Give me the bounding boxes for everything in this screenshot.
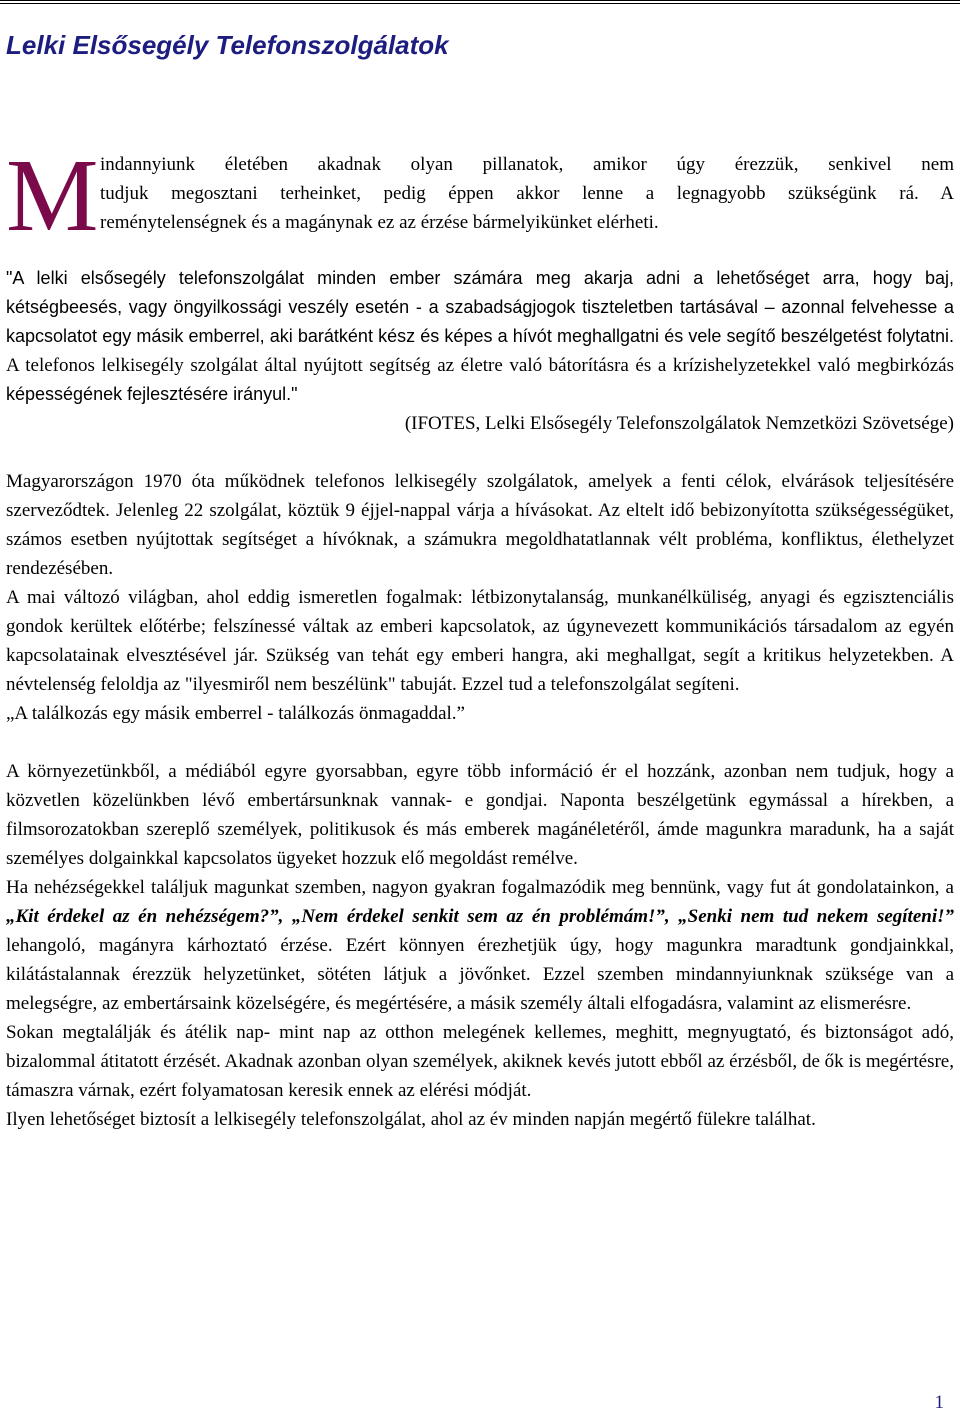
quote-serif-text: A telefonos lelkisegély szolgálat által nyújtott segítség az életre való bátorításra és a krízishelyzetekkel való megbirkózás (6, 355, 954, 376)
page-number: 1 (934, 1392, 944, 1413)
paragraph-motto: „A találkozás egy másik emberrel - találkozás önmagaddal.” (6, 703, 465, 724)
paragraph-history: Magyarországon 1970 óta működnek telefonos lelkisegély szolgálatok, amelyek a fenti célok, elvárások teljesítésére szerveződtek. Jelenleg 22 szolgálat, köztük 9 éjjel-nappal várja a hívásokat. Az eltelt idő bebizonyította szükségességüket, számos esetben nyújtottak segítséget a hívóknak, a számukra megoldhatatlannak vélt probléma, konfliktus, élethelyzet rendezésében. (6, 471, 954, 579)
intro-paragraph (6, 138, 954, 253)
quote-paragraph (6, 264, 954, 409)
top-rule (0, 0, 960, 4)
quote-sans-text: "A lelki elsősegély telefonszolgálat minden ember számára meg akarja adni a lehetőséget arra, hogy baj, kétségbeesés, vagy öngyilkossági veszély esetén - a szabadságjogok tiszteletben tartásával – azonnal felvehesse a kapcsolatot egy másik emberrel, aki barátként kész és képes a hívót meghallgatni és vele segítő beszélgetést folytatni. (6, 268, 954, 346)
paragraph-home-warmth: Sokan megtalálják és átélik nap- mint nap az otthon melegének kellemes, meghitt, megnyugtató, és biztonságot adó, bizalommal átitatott érzését. Akadnak azonban olyan személyek, akiknek kevés jutott ebből az érzésből, de ők is megértésre, támaszra várnak, ezért folyamatosan keresik ennek az elérési módját. (6, 1022, 954, 1101)
paragraph-changing-world: A mai változó világban, ahol eddig ismeretlen fogalmak: létbizonytalanság, munkanélküliség, anyagi és egzisztenciális gondok kerültek előtérbe; felszínessé váltak az emberi kapcsolatok, az úgynevezett kommunikációs társadalom az egyén kapcsolatainak elvesztésével jár. Szükség van tehát egy emberi hangra, aki meghallgat, segít a kritikus helyzetekben. A névtelenség feloldja az "ilyesmiről nem beszélünk" tabuját. Ezzel tud a telefonszolgálat segíteni. (6, 587, 954, 695)
difficulties-quotes: „Kit érdekel az én nehézségem?”, „Nem érdekel senkit sem az én problémám!”, „Senki nem tud nekem segíteni!” (6, 906, 954, 927)
ifotes-quote (6, 264, 954, 438)
paragraph-difficulties (6, 873, 954, 1018)
intro-line: indannyiunk életében akadnak olyan pillanatok, amikor úgy érezzük, senkivel nem (100, 154, 954, 175)
drop-cap: M (6, 138, 99, 253)
intro-lines (100, 150, 954, 237)
difficulties-rest: lehangoló, magányra kárhoztató érzése. Ezért könnyen érezhetjük úgy, hogy magunkra maradtunk gondjainkkal, kilátástalannak érezzük helyzetünket, sötéten látjuk a jövőnket. Ezzel szemben mindannyiunknak szüksége van a melegségre, az embertársaink közelségére, és megértésére, a másik személy általi elfogadásra, valamint az elismerésre. (6, 935, 954, 1014)
quote-source: (IFOTES, Lelki Elsősegély Telefonszolgálatok Nemzetközi Szövetsége) (404, 413, 954, 434)
paragraph-media: A környezetünkből, a médiából egyre gyorsabban, egyre több információ ér el hozzánk, azonban nem tudjuk, hogy a közvetlen közelünkben lévő embertársunknak vannak- e gondjai. Naponta beszélgetünk egymással a hírekben, a filmsorozatokban szereplő személyek, politikusok és más emberek magánéletéről, ámde magunkra maradunk, ha a saját személyes dolgainkkal kapcsolatos ügyeket hozzuk elő megoldást remélve. (6, 761, 954, 869)
quote-sans-tail: képességének fejlesztésére irányul." (6, 384, 298, 404)
intro-line: tudjuk megosztani terheinket, pedig éppen akkor lenne a legnagyobb szükségünk rá. A (100, 183, 954, 204)
difficulties-intro: Ha nehézségekkel találjuk magunkat szemben, nagyon gyakran fogalmazódik meg bennünk, vagy fut át gondolatainkon, a (6, 877, 954, 898)
page-title: Lelki Elsősegély Telefonszolgálatok (6, 30, 449, 60)
document-body (6, 138, 954, 1134)
intro-line: reménytelenségnek és a magánynak ez az érzése bármelyikünket elérheti. (100, 212, 659, 233)
paragraph-closing: Ilyen lehetőséget biztosít a lelkisegély telefonszolgálat, ahol az év minden napján megértő fülekre találhat. (6, 1109, 816, 1130)
